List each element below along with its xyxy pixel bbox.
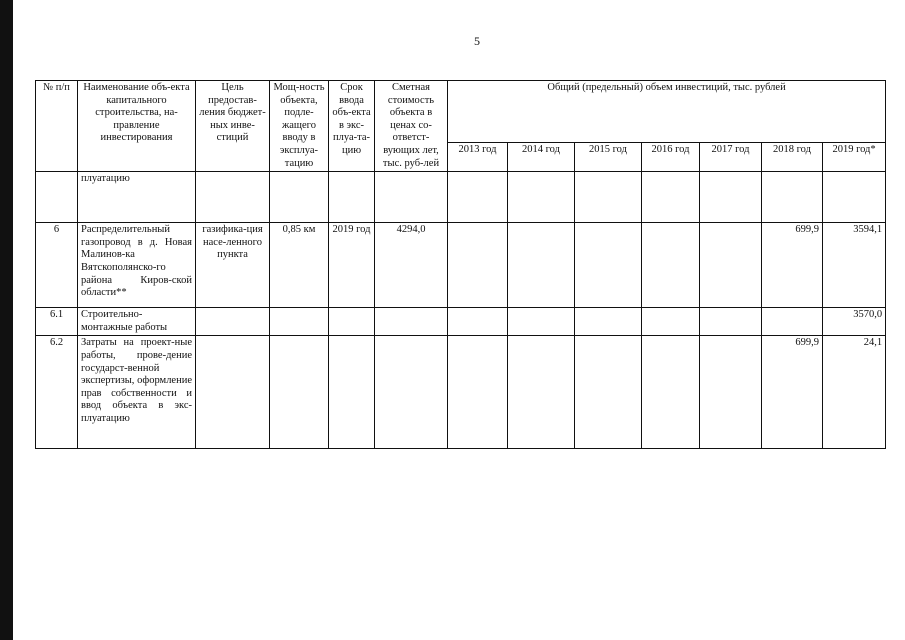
cell-cost bbox=[375, 336, 448, 449]
cell-2019: 3570,0 bbox=[823, 308, 886, 336]
cell-2015 bbox=[575, 223, 642, 308]
cell-cost: 4294,0 bbox=[375, 223, 448, 308]
cell-num: 6.2 bbox=[36, 336, 78, 449]
cell-term: 2019 год bbox=[329, 223, 375, 308]
scan-edge-bar bbox=[0, 0, 13, 640]
cell-2018 bbox=[762, 172, 823, 223]
cell-2015 bbox=[575, 172, 642, 223]
cell-term bbox=[329, 336, 375, 449]
header-year-2016: 2016 год bbox=[642, 143, 700, 172]
cell-cost bbox=[375, 308, 448, 336]
cell-2015 bbox=[575, 336, 642, 449]
cell-2019: 3594,1 bbox=[823, 223, 886, 308]
cell-2014 bbox=[508, 172, 575, 223]
header-investments: Общий (предельный) объем инвестиций, тыс. рублей bbox=[448, 81, 886, 143]
cell-name: Затраты на проект-ные работы, прове-дение государст-венной экспертизы, оформление прав собственности и ввод объекта в экс-плуатацию bbox=[78, 336, 196, 449]
cell-2014 bbox=[508, 308, 575, 336]
table-row bbox=[36, 336, 886, 449]
header-year-2018: 2018 год bbox=[762, 143, 823, 172]
cell-capacity bbox=[270, 308, 329, 336]
table-row bbox=[36, 308, 886, 336]
cell-2017 bbox=[700, 223, 762, 308]
cell-2017 bbox=[700, 336, 762, 449]
cell-capacity bbox=[270, 336, 329, 449]
cell-2018: 699,9 bbox=[762, 223, 823, 308]
cell-name: Строительно-монтажные работы bbox=[78, 308, 196, 336]
header-year-2019: 2019 год* bbox=[823, 143, 886, 172]
cell-2018: 699,9 bbox=[762, 336, 823, 449]
header-year-2017: 2017 год bbox=[700, 143, 762, 172]
cell-2019 bbox=[823, 172, 886, 223]
cell-term bbox=[329, 308, 375, 336]
cell-2014 bbox=[508, 336, 575, 449]
cell-2013 bbox=[448, 223, 508, 308]
cell-2013 bbox=[448, 172, 508, 223]
table-row bbox=[36, 172, 886, 223]
cell-2016 bbox=[642, 336, 700, 449]
header-name: Наименование объ-екта капитального строительства, на-правление инвестирования bbox=[78, 81, 196, 172]
cell-capacity bbox=[270, 172, 329, 223]
header-term: Срок ввода объ-екта в экс-плуа-та-цию bbox=[329, 81, 375, 172]
header-year-2015: 2015 год bbox=[575, 143, 642, 172]
cell-2016 bbox=[642, 308, 700, 336]
cell-2017 bbox=[700, 172, 762, 223]
header-year-2014: 2014 год bbox=[508, 143, 575, 172]
cell-cost bbox=[375, 172, 448, 223]
cell-purpose bbox=[196, 308, 270, 336]
cell-name: Распределительный газопровод в д. Новая Малинов-ка Вятскополянско-го района Киров-ской области** bbox=[78, 223, 196, 308]
header-row bbox=[36, 81, 886, 143]
cell-capacity: 0,85 км bbox=[270, 223, 329, 308]
table-row bbox=[36, 223, 886, 308]
cell-purpose bbox=[196, 336, 270, 449]
header-cost: Сметная стоимость объекта в ценах со-ответст-вующих лет, тыс. руб-лей bbox=[375, 81, 448, 172]
cell-2017 bbox=[700, 308, 762, 336]
cell-name: плуатацию bbox=[78, 172, 196, 223]
investment-table bbox=[35, 80, 886, 449]
cell-2013 bbox=[448, 336, 508, 449]
cell-2013 bbox=[448, 308, 508, 336]
cell-purpose bbox=[196, 172, 270, 223]
cell-purpose: газифика-ция насе-ленного пункта bbox=[196, 223, 270, 308]
header-purpose: Цель предостав-ления бюджет-ных инве-стиций bbox=[196, 81, 270, 172]
page-number: 5 bbox=[474, 34, 480, 48]
header-year-2013: 2013 год bbox=[448, 143, 508, 172]
cell-num bbox=[36, 172, 78, 223]
cell-num: 6 bbox=[36, 223, 78, 308]
cell-2015 bbox=[575, 308, 642, 336]
header-capacity: Мощ-ность объекта, подле-жащего вводу в эксплуа-тацию bbox=[270, 81, 329, 172]
cell-2019: 24,1 bbox=[823, 336, 886, 449]
cell-2018 bbox=[762, 308, 823, 336]
cell-num: 6.1 bbox=[36, 308, 78, 336]
cell-term bbox=[329, 172, 375, 223]
cell-2014 bbox=[508, 223, 575, 308]
cell-2016 bbox=[642, 223, 700, 308]
header-num: № п/п bbox=[36, 81, 78, 172]
cell-2016 bbox=[642, 172, 700, 223]
